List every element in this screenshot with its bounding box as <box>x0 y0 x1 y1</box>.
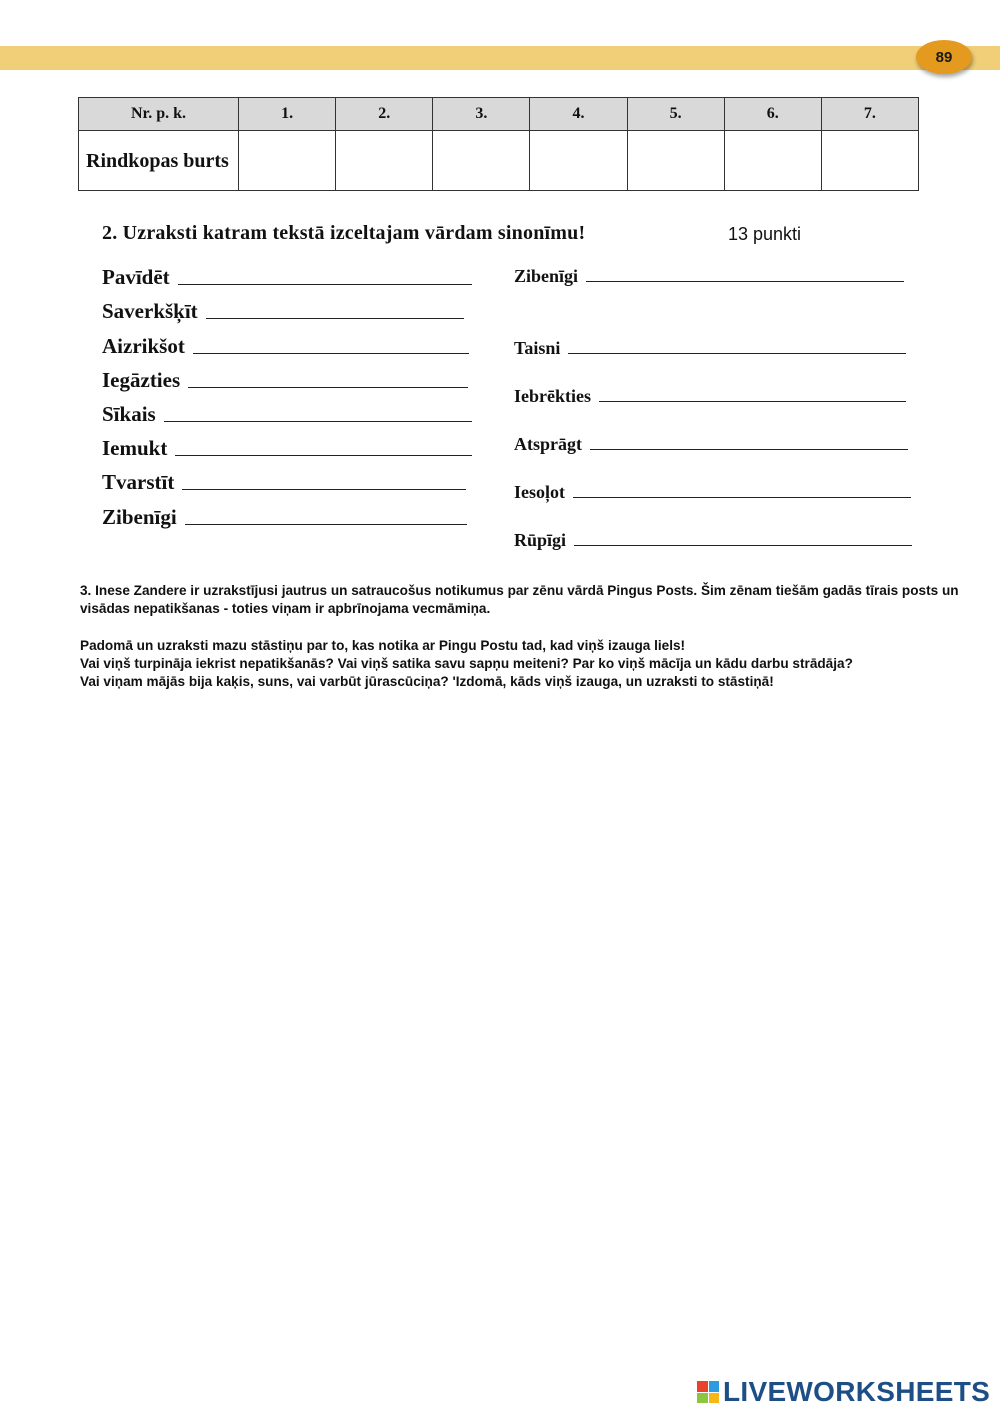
task3-line: Vai viņam mājās bija kaķis, suns, vai varbūt jūrascūciņa? 'Izdomā, kāds viņš izauga, un uzraksti to stāstiņā! <box>80 674 774 689</box>
synonym-row <box>102 505 467 530</box>
task2-points: 13 punkti <box>728 224 802 244</box>
header-bar <box>0 46 1000 70</box>
table-column-header: 3. <box>433 98 530 131</box>
synonym-row <box>514 338 906 359</box>
logo-icon <box>697 1381 719 1403</box>
word-label: Zibenīgi <box>514 266 579 286</box>
answer-line[interactable] <box>182 488 466 490</box>
page-number: 89 <box>916 40 972 74</box>
table-column-header: 6. <box>724 98 821 131</box>
word-label: Saverkšķīt <box>102 299 198 323</box>
task3-line: Vai viņš turpināja iekrist nepatikšanās? Vai viņš satika savu sapņu meiteni? Par ko viņš mācīja un kādu darbu strādāja? <box>80 656 853 671</box>
answer-line[interactable] <box>206 317 464 319</box>
word-label: Zibenīgi <box>102 505 177 529</box>
answer-line[interactable] <box>185 523 467 525</box>
word-label: Rūpīgi <box>514 530 567 550</box>
logo-square <box>697 1393 708 1404</box>
word-label: Iesoļot <box>514 482 565 502</box>
word-label: Tvarstīt <box>102 470 175 494</box>
liveworksheets-logo <box>697 1376 990 1408</box>
table-column-header: 2. <box>336 98 433 131</box>
word-label: Sīkais <box>102 402 156 426</box>
table-column-header: 4. <box>530 98 627 131</box>
table-header-label: Nr. p. k. <box>79 98 239 131</box>
word-label: Pavīdēt <box>102 265 170 289</box>
logo-square <box>709 1381 720 1392</box>
answer-line[interactable] <box>188 386 468 388</box>
answer-cell[interactable] <box>530 131 627 191</box>
table-row <box>79 131 919 191</box>
synonym-row <box>102 402 472 427</box>
word-label: Aizrikšot <box>102 334 185 358</box>
answer-line[interactable] <box>599 400 906 402</box>
logo-text: LIVEWORKSHEETS <box>723 1376 991 1407</box>
synonym-row <box>102 436 472 461</box>
table-column-header: 7. <box>821 98 918 131</box>
answer-cell[interactable] <box>627 131 724 191</box>
synonym-row <box>102 470 466 495</box>
table-header-row <box>79 98 919 131</box>
answer-line[interactable] <box>178 283 472 285</box>
synonym-row <box>514 266 904 287</box>
table-column-header: 5. <box>627 98 724 131</box>
synonym-row <box>514 530 912 551</box>
word-label: Taisni <box>514 338 561 358</box>
answer-line[interactable] <box>573 496 911 498</box>
answer-line[interactable] <box>164 420 472 422</box>
word-label: Iemukt <box>102 436 168 460</box>
answer-line[interactable] <box>574 544 912 546</box>
word-label: Atsprāgt <box>514 434 582 454</box>
table-column-header: 1. <box>239 98 336 131</box>
logo-square <box>697 1381 708 1392</box>
synonym-row <box>514 386 906 407</box>
synonym-row <box>102 299 464 324</box>
answer-line[interactable] <box>193 352 469 354</box>
table-row-label: Rindkopas burts <box>79 131 239 191</box>
word-label: Iebrēkties <box>514 386 591 406</box>
synonym-row <box>514 482 911 503</box>
answer-line[interactable] <box>590 448 908 450</box>
synonym-row <box>102 265 472 290</box>
answer-cell[interactable] <box>724 131 821 191</box>
logo-square <box>709 1393 720 1404</box>
answer-cell[interactable] <box>433 131 530 191</box>
task2-title: 2. Uzraksti katram tekstā izceltajam vārdam sinonīmu! <box>102 222 586 244</box>
answer-cell[interactable] <box>336 131 433 191</box>
answer-line[interactable] <box>586 280 904 282</box>
word-label: Iegāzties <box>102 368 181 392</box>
task3-intro: 3. Inese Zandere ir uzrakstījusi jautrus un satraucošus notikumus par zēnu vārdā Pingus Posts. Šim zēnam tiešām gadās tīrais posts un visādas nepatikšanas - toties viņam ir apbrīnojama vecmāmiņa. <box>80 583 959 616</box>
answer-line[interactable] <box>175 454 472 456</box>
synonym-row <box>102 368 468 393</box>
synonym-row <box>514 434 908 455</box>
answer-cell[interactable] <box>821 131 918 191</box>
answer-line[interactable] <box>568 352 906 354</box>
answer-table <box>78 97 919 191</box>
task3-line: Padomā un uzraksti mazu stāstiņu par to, kas notika ar Pingu Postu tad, kad viņš izauga liels! <box>80 638 686 653</box>
answer-cell[interactable] <box>239 131 336 191</box>
synonym-row <box>102 334 469 359</box>
